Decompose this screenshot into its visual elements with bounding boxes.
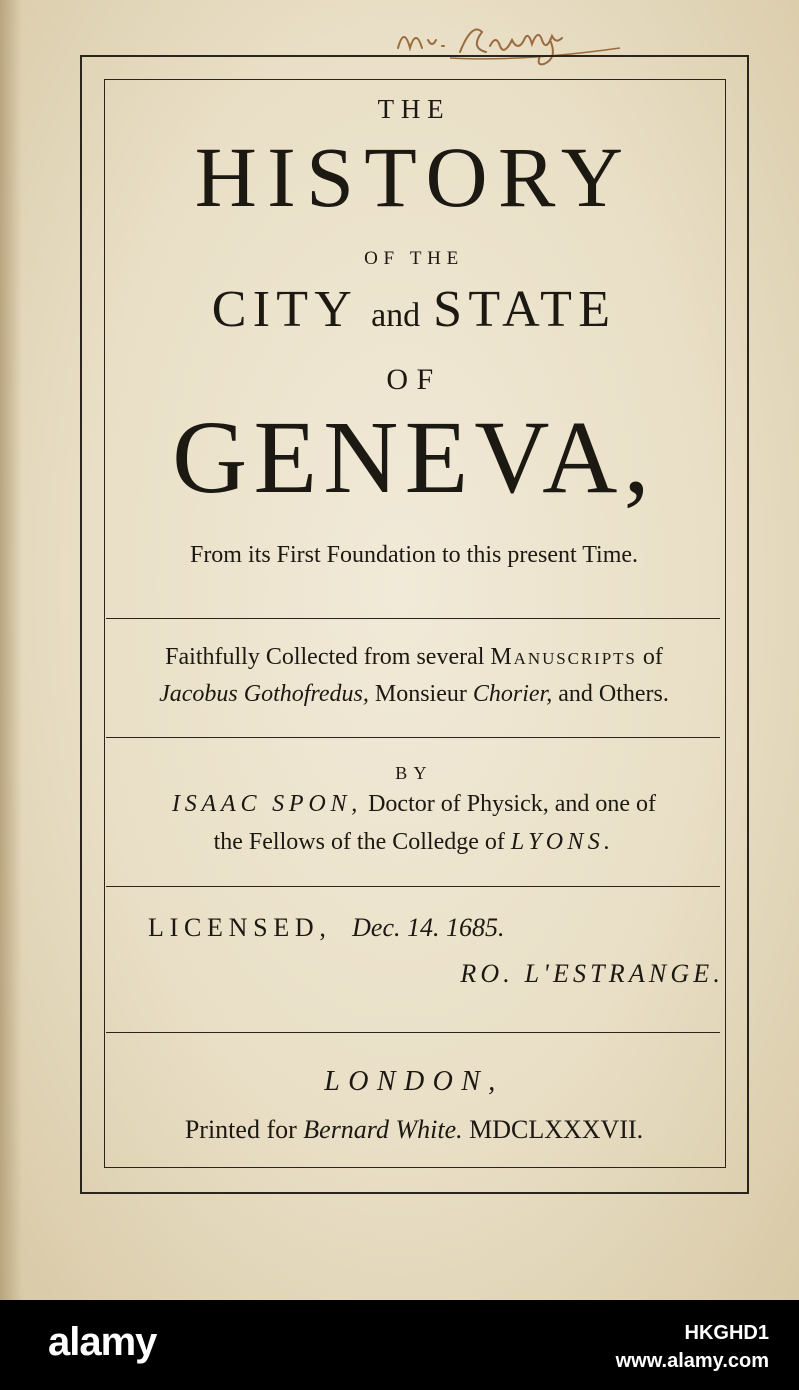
image-id: HKGHD1 (684, 1322, 769, 1344)
author-title: Doctor of Physick, and one of (362, 791, 657, 817)
title-of: OF (386, 363, 442, 396)
license-date: Dec. 14. 1685. (352, 913, 505, 942)
divider (106, 1032, 720, 1033)
title-geneva: GENEVA, (172, 400, 656, 515)
title-city-state (104, 281, 724, 338)
chorier-name: Chorier, (472, 681, 553, 707)
title-and: and (371, 297, 421, 334)
watermark-bar (0, 1300, 799, 1390)
author-line-1 (104, 792, 724, 816)
subtitle: From its First Foundation to this present Time. (189, 542, 639, 568)
collected-of: of (636, 644, 663, 670)
collected-line-2 (104, 682, 724, 706)
and-others: and Others. (552, 681, 669, 707)
divider (106, 886, 720, 887)
divider (106, 618, 720, 619)
imprint-city: LONDON, (324, 1066, 504, 1097)
divider (106, 737, 720, 738)
site-url: www.alamy.com (615, 1350, 769, 1372)
title-history: HISTORY (194, 129, 634, 225)
alamy-logo: alamy (48, 1320, 157, 1364)
monsieur-word: Monsieur (368, 681, 473, 707)
title-the: THE (377, 94, 451, 124)
printer-name: Bernard White. (303, 1115, 463, 1144)
author-line-2 (104, 830, 724, 854)
author-name: ISAAC SPON, (171, 791, 363, 817)
licenser: RO. L'ESTRANGE. (460, 959, 724, 988)
printed-for: Printed for (184, 1115, 304, 1144)
title-city: CITY (211, 281, 359, 338)
license-line (104, 915, 724, 941)
title-of-the: OF THE (364, 248, 464, 269)
title-state: STATE (433, 281, 617, 338)
lyons-word: LYONS. (510, 829, 615, 855)
collected-text: Faithfully Collected from several (165, 644, 491, 670)
by-label: BY (395, 763, 433, 783)
imprint-line (104, 1117, 724, 1143)
inner-border (104, 79, 726, 1168)
licensed-label: LICENSED, (148, 913, 332, 942)
imprint-year: MDCLXXXVII. (462, 1115, 644, 1144)
gothofredus-name: Jacobus Gothofredus, (159, 681, 369, 707)
collected-line-1 (104, 645, 724, 669)
manuscripts-word: Manuscripts (490, 644, 637, 670)
colledge-text: the Fellows of the Colledge of (213, 829, 511, 855)
